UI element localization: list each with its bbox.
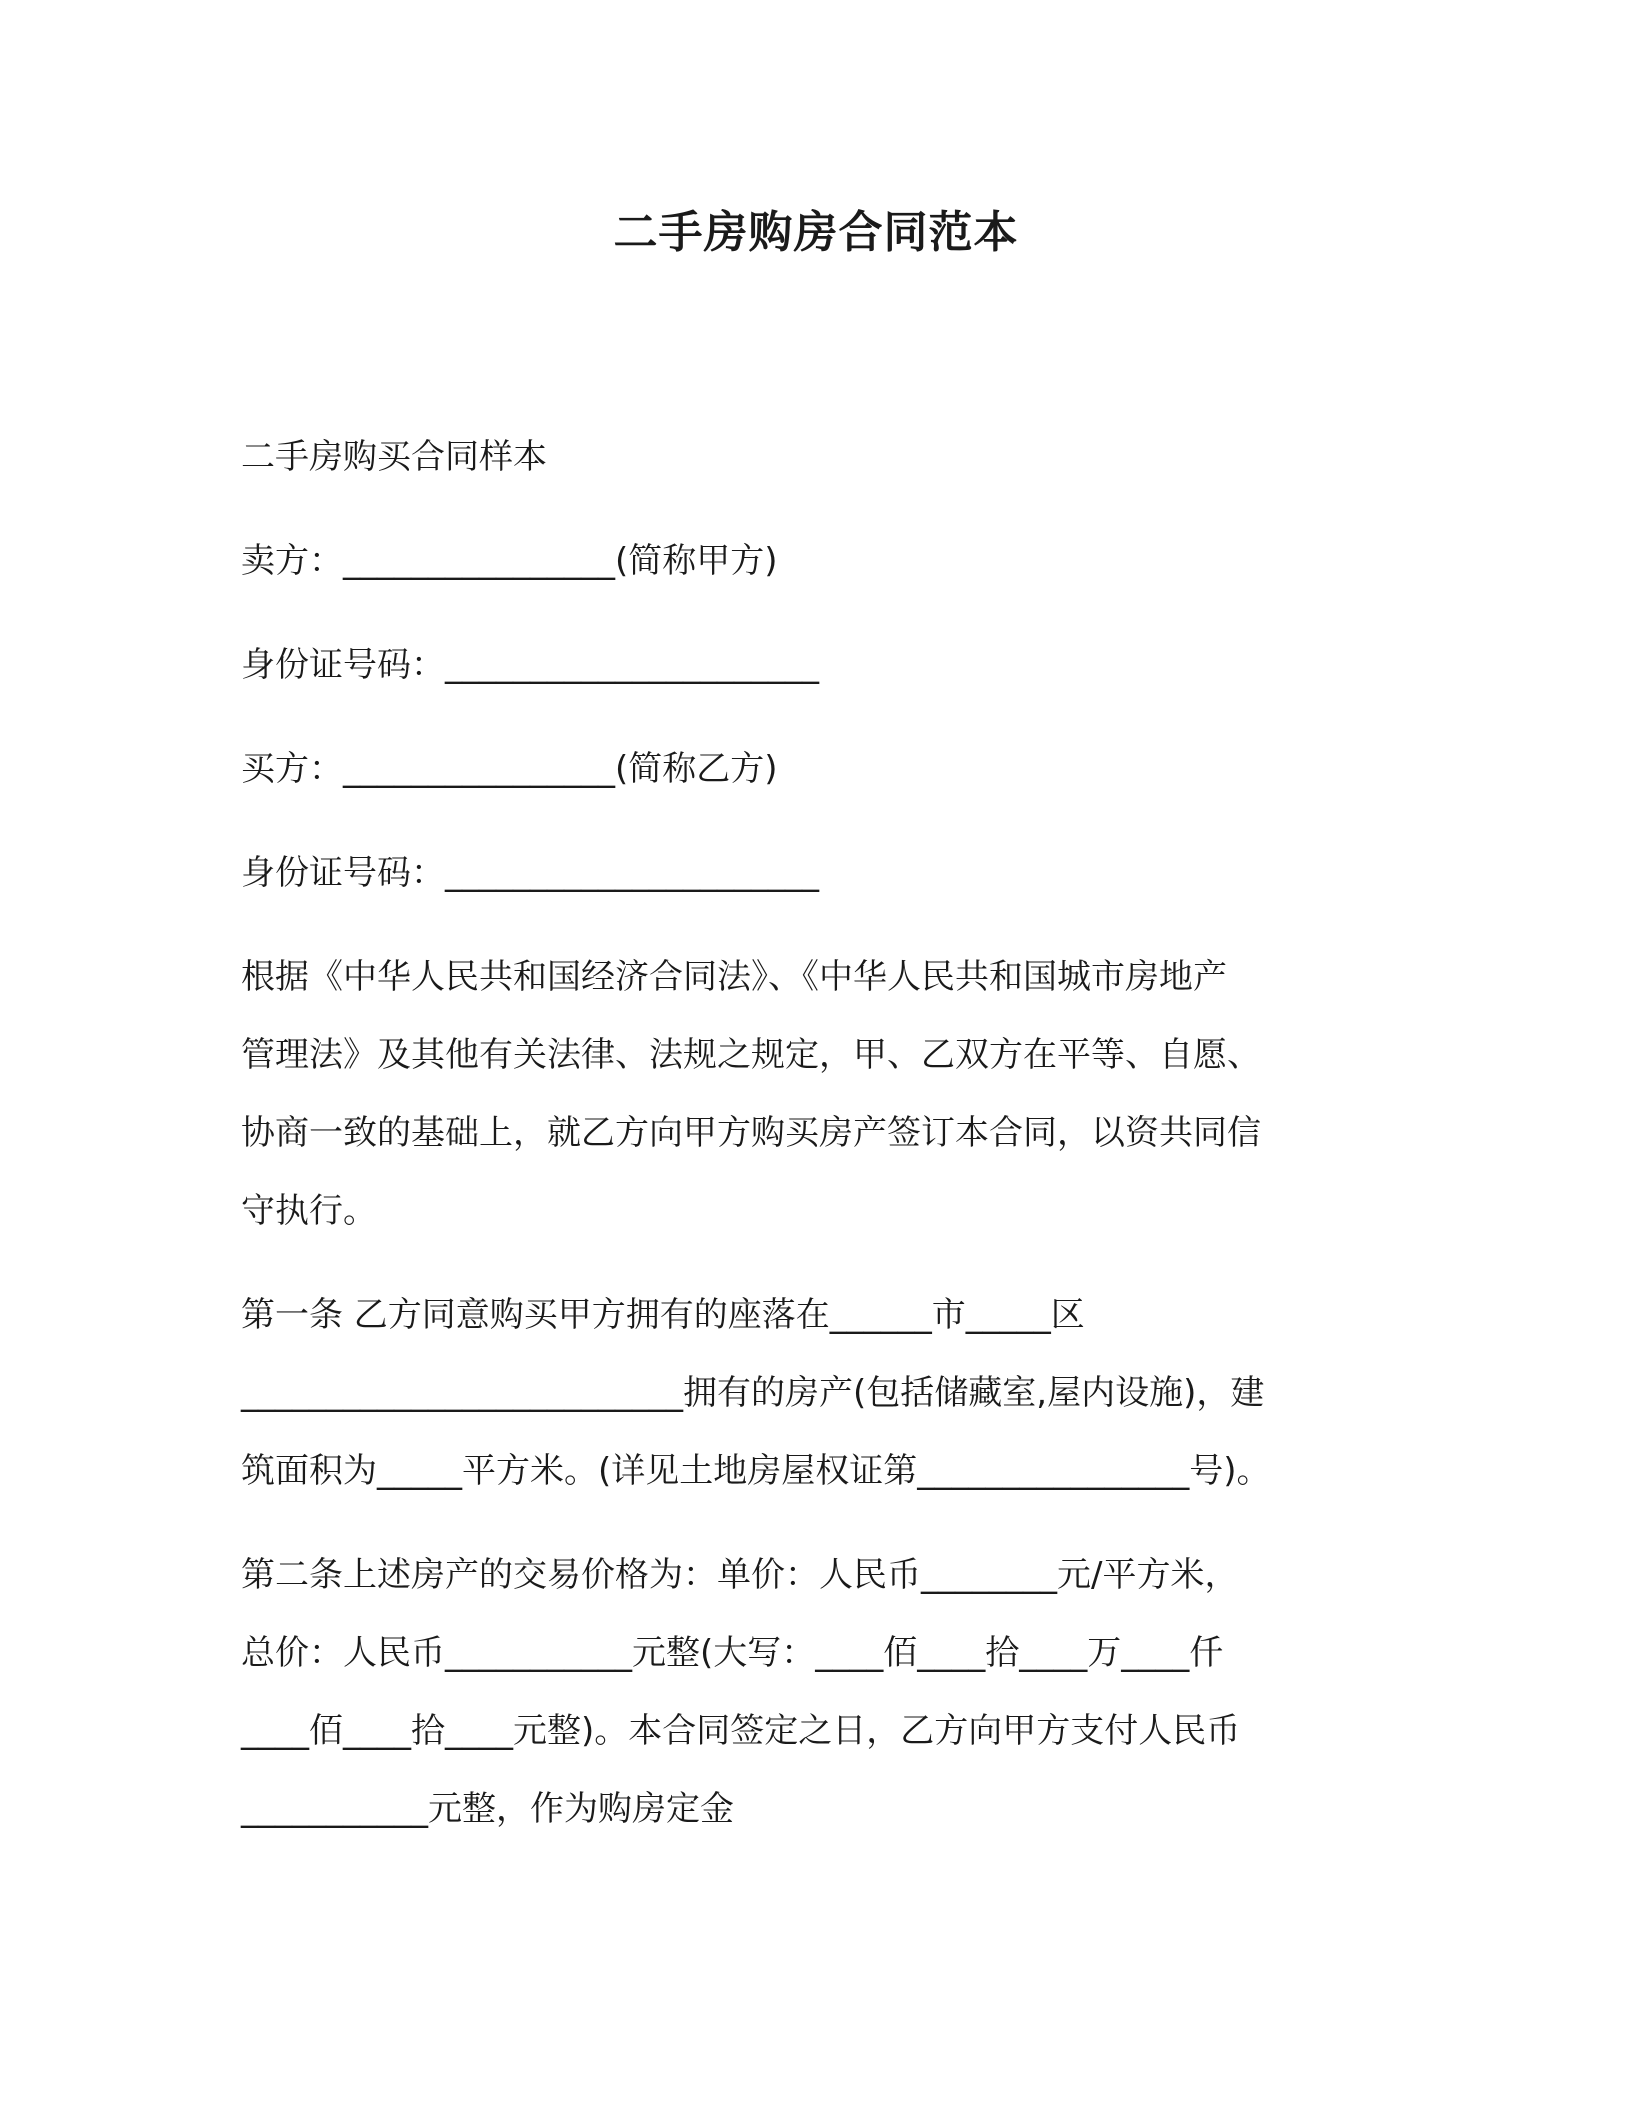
preamble-line: 协商一致的基础上，就乙方向甲方购买房产签订本合同，以资共同信 [241,1113,1261,1153]
preamble-line: 根据《中华人民共和国经济合同法》、《中华人民共和国城市房地产 [241,957,1227,997]
preamble-line: 守执行。 [241,1191,377,1231]
seller-line: 卖方：________________(简称甲方) [241,541,778,581]
seller-id-line: 身份证号码：______________________ [241,645,819,685]
article-1-line: __________________________拥有的房产(包括储藏室,屋内设施)，建 [241,1373,1265,1413]
buyer-id-line: 身份证号码：______________________ [241,853,819,893]
article-2-paragraph [241,1536,1401,1848]
article-2-line: 总价：人民币___________元整(大写：____佰____拾____万____仟 [241,1633,1224,1673]
preamble-line: 管理法》及其他有关法律、法规之规定，甲、乙双方在平等、自愿、 [241,1035,1261,1075]
article-2-line: ___________元整，作为购房定金 [241,1789,734,1829]
article-1-line: 第一条 乙方同意购买甲方拥有的座落在______市_____区 [241,1295,1085,1335]
document-title: 二手房购房合同范本 [613,207,1019,258]
article-1-paragraph [241,1276,1401,1510]
contract-subtitle: 二手房购买合同样本 [241,437,547,477]
preamble-paragraph [241,938,1401,1250]
document-body [241,418,1401,1874]
article-2-line: ____佰____拾____元整)。本合同签定之日，乙方向甲方支付人民币 [241,1711,1241,1751]
article-1-line: 筑面积为_____平方米。(详见土地房屋权证第________________号)。 [241,1451,1271,1491]
article-2-line: 第二条上述房产的交易价格为：单价：人民币________元/平方米， [241,1555,1239,1595]
buyer-line: 买方：________________(简称乙方) [241,749,778,789]
